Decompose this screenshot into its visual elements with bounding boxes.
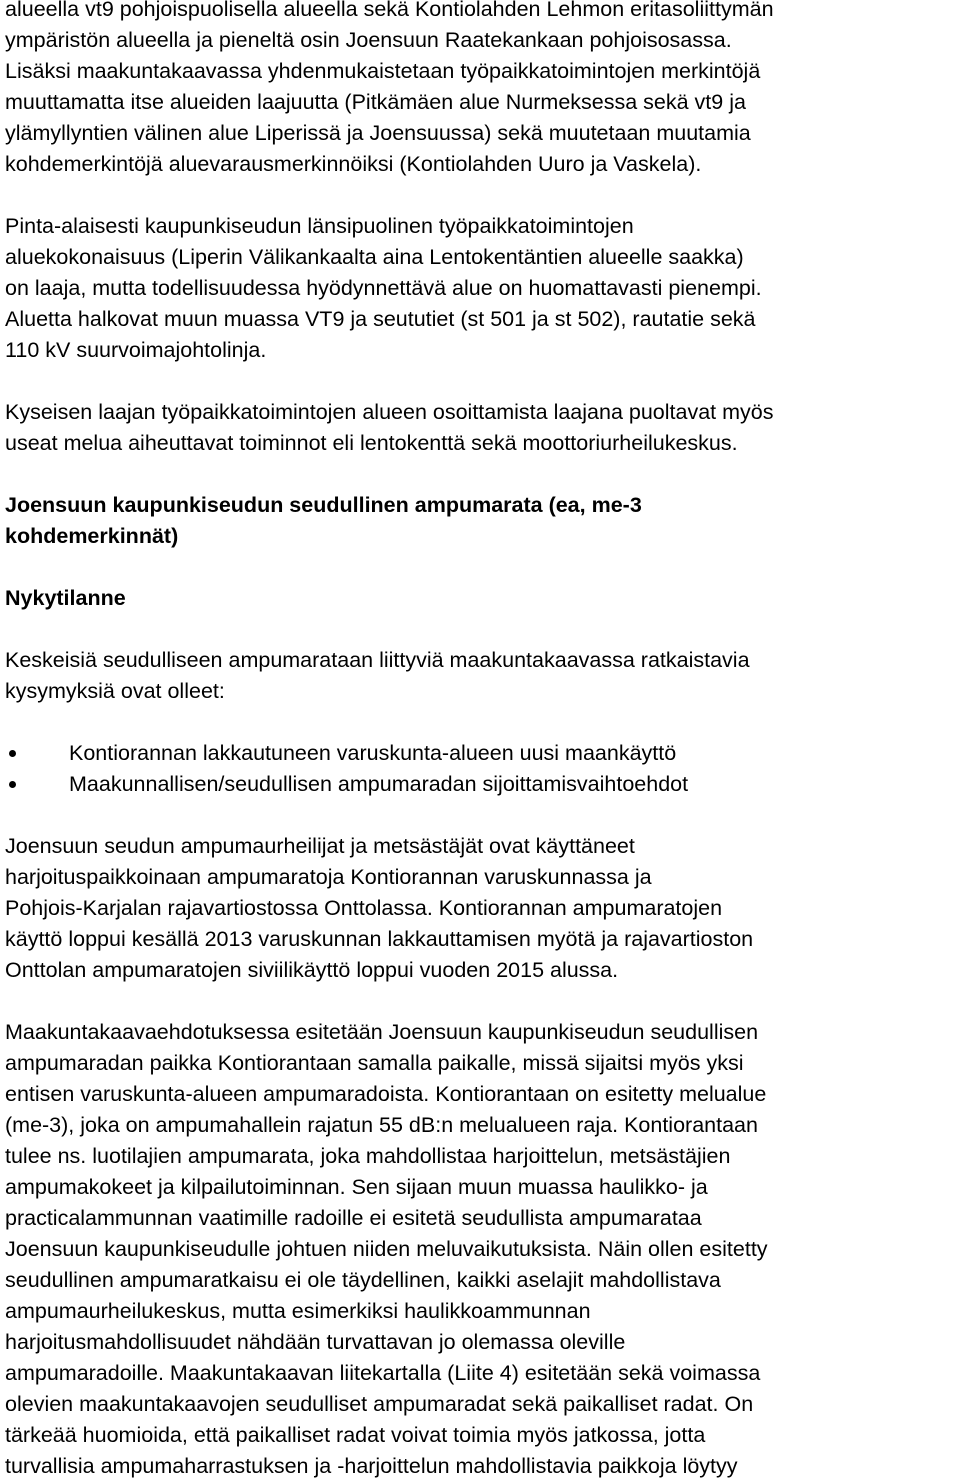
body-paragraph-1 [5, 831, 957, 986]
paragraph-gap [5, 614, 957, 645]
text-line: 110 kV suurvoimajohtolinja. [5, 338, 267, 362]
bullet-text: Maakunnallisen/seudullisen ampumaradan sijoittamisvaihtoehdot [69, 772, 689, 796]
text-line: Joensuun kaupunkiseudulle johtuen niiden meluvaikutuksista. Näin ollen esitetty [5, 1237, 768, 1261]
text-line: Kyseisen laajan työpaikkatoimintojen alueen osoittamista laajana puoltavat myös [5, 400, 774, 424]
bullet-item [5, 769, 957, 800]
text-line: kysymyksiä ovat olleet: [5, 679, 225, 703]
paragraph-gap [5, 366, 957, 397]
text-line: harjoituspaikkoinaan ampumaratoja Kontiorannan varuskunnassa ja [5, 865, 652, 889]
text-line: Pohjois-Karjalan rajavartiostossa Onttolassa. Kontiorannan ampumaratojen [5, 896, 723, 920]
text-line: käyttö loppui kesällä 2013 varuskunnan lakkauttamisen myötä ja rajavartioston [5, 927, 754, 951]
text-line: alueella vt9 pohjoispuolisella alueella sekä Kontiolahden Lehmon eritasoliittymän [5, 0, 774, 21]
text-line: turvallisia ampumaharrastuksen ja -harjoittelun mahdollistavia paikkoja löytyy [5, 1454, 738, 1478]
text-line: ampumaradoille. Maakuntakaavan liitekartalla (Liite 4) esitetään sekä voimassa [5, 1361, 761, 1385]
intro-paragraph [5, 645, 957, 707]
text-line: Joensuun seudun ampumaurheilijat ja metsästäjät ovat käyttäneet [5, 834, 635, 858]
bullet-item [5, 738, 957, 769]
bullet-icon [9, 750, 16, 757]
text-line: harjoitusmahdollisuudet nähdään turvattavan jo olemassa oleville [5, 1330, 626, 1354]
paragraph-3 [5, 397, 957, 459]
text-line: ampumaurheilukeskus, mutta esimerkiksi haulikkoammunnan [5, 1299, 591, 1323]
heading-line: kohdemerkinnät) [5, 524, 179, 548]
text-line: kohdemerkintöjä aluevarausmerkinnöiksi (Kontiolahden Uuro ja Vaskela). [5, 152, 702, 176]
text-line: Maakuntakaavaehdotuksessa esitetään Joensuun kaupunkiseudun seudullisen [5, 1020, 759, 1044]
paragraph-2 [5, 211, 957, 366]
bullet-text: Kontiorannan lakkautuneen varuskunta-alueen uusi maankäyttö [69, 741, 677, 765]
text-line: tärkeää huomioida, että paikalliset radat voivat toimia myös jatkossa, jotta [5, 1423, 706, 1447]
text-line: useat melua aiheuttavat toiminnot eli lentokenttä sekä moottoriurheilukeskus. [5, 431, 738, 455]
text-line: olevien maakuntakaavojen seudulliset ampumaradat sekä paikalliset radat. On [5, 1392, 754, 1416]
document-page [5, 0, 957, 1482]
bullet-icon [9, 781, 16, 788]
text-line: practicalammunnan vaatimille radoille ei esitetä seudullista ampumarataa [5, 1206, 702, 1230]
subheading: Nykytilanne [5, 586, 126, 610]
text-line: entisen varuskunta-alueen ampumaradoista. Kontiorantaan on esitetty melualue [5, 1082, 767, 1106]
text-line: Lisäksi maakuntakaavassa yhdenmukaistetaan työpaikkatoimintojen merkintöjä [5, 59, 761, 83]
text-line: Pinta-alaisesti kaupunkiseudun länsipuolinen työpaikkatoimintojen [5, 214, 634, 238]
text-line: ylämyllyntien välinen alue Liperissä ja Joensuussa) sekä muutetaan muutamia [5, 121, 751, 145]
heading-line: Joensuun kaupunkiseudun seudullinen ampumarata (ea, me-3 [5, 493, 642, 517]
text-line: ampumaradan paikka Kontiorantaan samalla paikalle, missä sijaitsi myös yksi [5, 1051, 744, 1075]
body-paragraph-2 [5, 1017, 957, 1482]
paragraph-gap [5, 800, 957, 831]
paragraph-1 [5, 0, 957, 180]
text-line: (me-3), joka on ampumahallein rajatun 55 dB:n melualueen raja. Kontiorantaan [5, 1113, 758, 1137]
paragraph-gap [5, 459, 957, 490]
paragraph-gap [5, 986, 957, 1017]
text-line: tulee ns. luotilajien ampumarata, joka mahdollistaa harjoittelun, metsästäjien [5, 1144, 731, 1168]
text-line: ympäristön alueella ja pieneltä osin Joensuun Raatekankaan pohjoisosassa. [5, 28, 732, 52]
paragraph-gap [5, 552, 957, 583]
text-line: ampumakokeet ja kilpailutoiminnan. Sen sijaan muun muassa haulikko- ja [5, 1175, 708, 1199]
text-line: Onttolan ampumaratojen siviilikäyttö loppui vuoden 2015 alussa. [5, 958, 619, 982]
text-line: aluekokonaisuus (Liperin Välikankaalta aina Lentokentäntien alueelle saakka) [5, 245, 744, 269]
text-line: on laaja, mutta todellisuudessa hyödynnettävä alue on huomattavasti pienempi. [5, 276, 762, 300]
bullet-list [5, 738, 957, 800]
text-line: muuttamatta itse alueiden laajuutta (Pitkämäen alue Nurmeksessa sekä vt9 ja [5, 90, 746, 114]
paragraph-gap [5, 180, 957, 211]
text-line: Aluetta halkovat muun muassa VT9 ja seututiet (st 501 ja st 502), rautatie sekä [5, 307, 756, 331]
text-line: seudullinen ampumaratkaisu ei ole täydellinen, kaikki aselajit mahdollistava [5, 1268, 721, 1292]
paragraph-gap [5, 707, 957, 738]
section-heading [5, 490, 957, 552]
text-line: Keskeisiä seudulliseen ampumarataan liittyviä maakuntakaavassa ratkaistavia [5, 648, 750, 672]
